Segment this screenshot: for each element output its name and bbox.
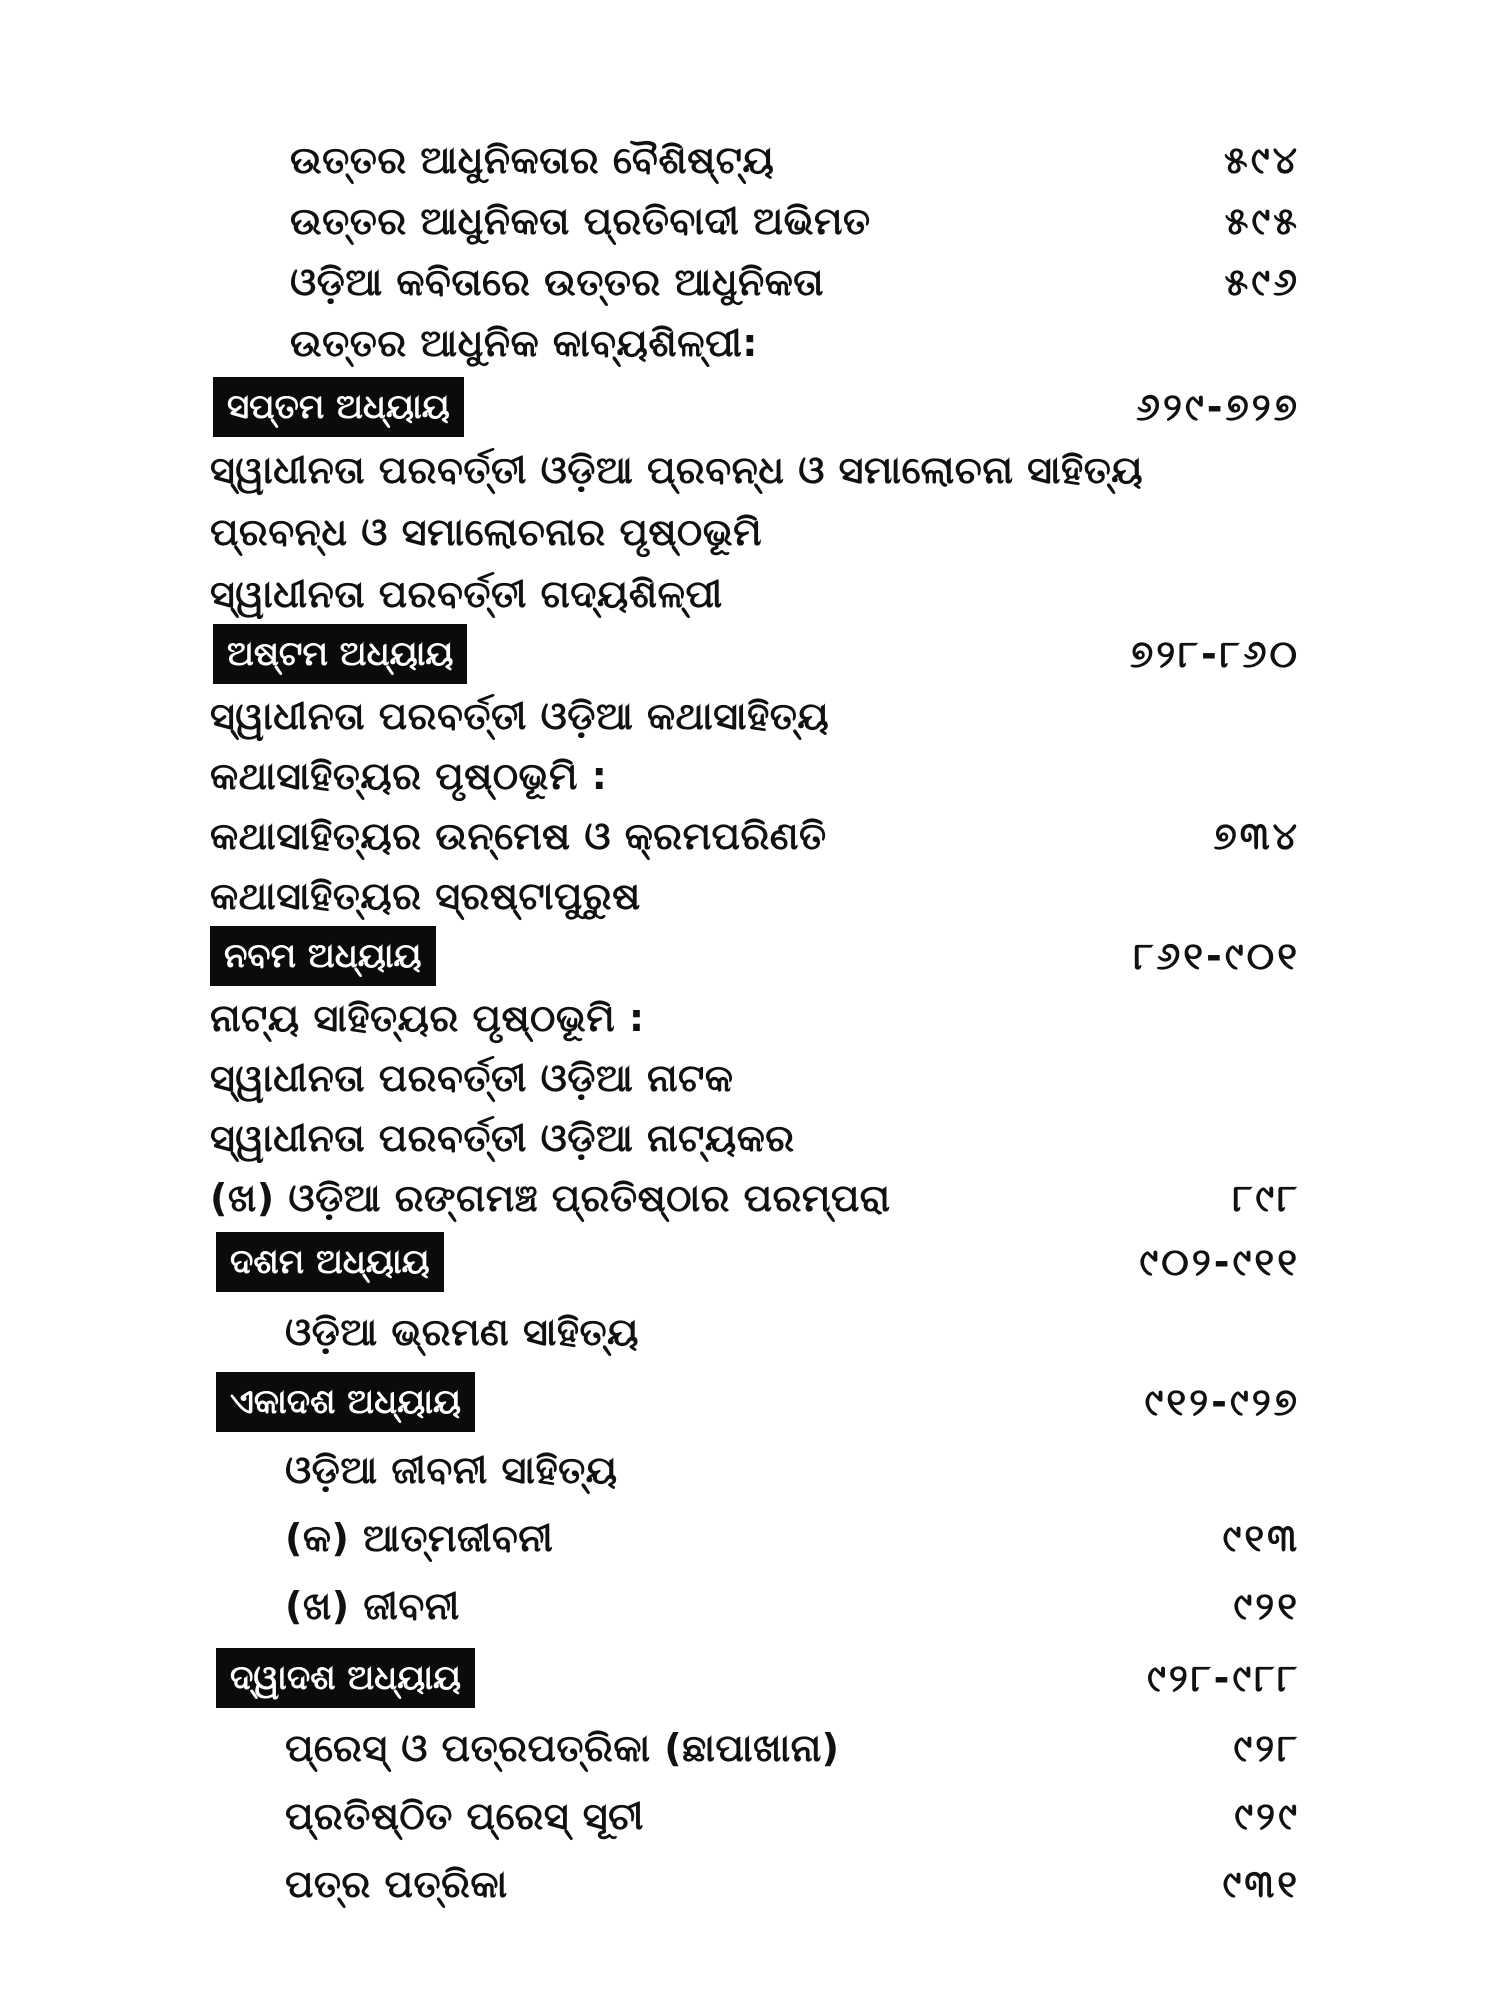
toc-row — [0, 806, 1500, 866]
chapter-heading: ସପ୍ତମ ଅଧ୍ୟାୟ — [213, 377, 464, 437]
toc-row — [0, 1440, 1500, 1500]
toc-row — [0, 1108, 1500, 1168]
toc-entry: ଓଡ଼ିଆ ଜୀବନୀ ସାହିତ୍ୟ — [285, 1448, 618, 1492]
chapter-row — [0, 624, 1500, 684]
toc-entry: (ଖ) ଓଡ଼ିଆ ରଙ୍ଗମଞ୍ଚ ପ୍ରତିଷ୍ଠାର ପରମ୍ପରା — [210, 1176, 891, 1220]
toc-entry: ଓଡ଼ିଆ କବିତାରେ ଉତ୍ତର ଆଧୁନିକତା — [290, 260, 824, 304]
toc-row — [0, 502, 1500, 562]
chapter-row — [0, 377, 1500, 437]
toc-row — [0, 564, 1500, 624]
toc-entry: ସ୍ୱାଧୀନତା ପରବର୍ତ୍ତୀ ଗଦ୍ୟଶିଳ୍ପୀ — [210, 572, 723, 616]
toc-row — [0, 1048, 1500, 1108]
toc-entry: ସ୍ୱାଧୀନତା ପରବର୍ତ୍ତୀ ଓଡ଼ିଆ କଥାସାହିତ୍ୟ — [210, 694, 830, 738]
toc-page-number: ୫୯୬ — [1224, 260, 1300, 304]
toc-page-number: ୫୯୫ — [1224, 199, 1300, 243]
toc-entry: ସ୍ୱାଧୀନତା ପରବର୍ତ୍ତୀ ଓଡ଼ିଆ ନାଟକ — [210, 1056, 734, 1100]
toc-row — [0, 252, 1500, 312]
chapter-heading: ଦଶମ ଅଧ୍ୟାୟ — [216, 1232, 444, 1292]
toc-entry: କଥାସାହିତ୍ୟର ଉନ୍ମେଷ ଓ କ୍ରମପରିଣତି — [210, 814, 827, 858]
toc-page-number: ୯୩୧ — [1222, 1862, 1300, 1906]
toc-row — [0, 746, 1500, 806]
chapter-row — [0, 1648, 1500, 1708]
chapter-row — [0, 1232, 1500, 1292]
chapter-page-range: ୯୨୮-୯୮୮ — [1147, 1656, 1300, 1700]
toc-row — [0, 1302, 1500, 1362]
toc-page-number: ୭୩୪ — [1213, 814, 1300, 858]
chapter-page-range: ୯୧୨-୯୨୭ — [1144, 1380, 1300, 1424]
toc-row — [0, 440, 1500, 500]
chapter-heading: ଅଷ୍ଟମ ଅଧ୍ୟାୟ — [213, 624, 467, 684]
toc-row — [0, 1718, 1500, 1778]
chapter-page-range: ୭୨୮-୮୬୦ — [1130, 632, 1300, 676]
chapter-page-range: ୮୬୧-୯୦୧ — [1133, 934, 1300, 978]
toc-row — [0, 1854, 1500, 1914]
toc-row — [0, 866, 1500, 926]
chapter-row — [0, 926, 1500, 986]
toc-entry: ନାଟ୍ୟ ସାହିତ୍ୟର ପୃଷ୍ଠଭୂମି : — [210, 996, 645, 1040]
toc-row — [0, 1786, 1500, 1846]
toc-page-number: ୯୧୩ — [1222, 1516, 1300, 1560]
chapter-page-range: ୬୨୯-୭୨୭ — [1136, 385, 1300, 429]
toc-page-number: ୯୨୮ — [1233, 1726, 1300, 1770]
toc-row — [0, 313, 1500, 373]
toc-entry: ପ୍ରେସ୍ ଓ ପତ୍ରପତ୍ରିକା (ଛାପାଖାନା) — [285, 1726, 840, 1770]
toc-page-number: ୮୯୮ — [1232, 1176, 1300, 1220]
chapter-page-range: ୯୦୨-୯୧୧ — [1139, 1240, 1300, 1284]
toc-row — [0, 988, 1500, 1048]
chapter-heading: ଏକାଦଶ ଅଧ୍ୟାୟ — [216, 1372, 475, 1432]
toc-entry: (କ) ଆତ୍ମଜୀବନୀ — [285, 1516, 554, 1560]
toc-row — [0, 130, 1500, 190]
toc-entry: ଓଡ଼ିଆ ଭ୍ରମଣ ସାହିତ୍ୟ — [285, 1310, 639, 1354]
toc-entry: ପତ୍ର ପତ୍ରିକା — [285, 1862, 508, 1906]
toc-entry: ଉତ୍ତର ଆଧୁନିକତା ପ୍ରତିବାଦୀ ଅଭିମତ — [290, 199, 871, 243]
toc-entry: କଥାସାହିତ୍ୟର ପୃଷ୍ଠଭୂମି : — [210, 754, 608, 798]
toc-row — [0, 1576, 1500, 1636]
toc-row — [0, 1168, 1500, 1228]
chapter-heading: ନବମ ଅଧ୍ୟାୟ — [210, 926, 436, 986]
toc-row — [0, 1508, 1500, 1568]
toc-entry: ସ୍ୱାଧୀନତା ପରବର୍ତ୍ତୀ ଓଡ଼ିଆ ନାଟ୍ୟକର — [210, 1116, 795, 1160]
chapter-row — [0, 1372, 1500, 1432]
toc-entry: ଉତ୍ତର ଆଧୁନିକତାର ବୈଶିଷ୍ଟ୍ୟ — [290, 138, 775, 182]
toc-row — [0, 191, 1500, 251]
toc-entry: (ଖ) ଜୀବନୀ — [285, 1584, 460, 1628]
toc-page-number: ୫୯୪ — [1224, 138, 1300, 182]
chapter-heading: ଦ୍ୱାଦଶ ଅଧ୍ୟାୟ — [216, 1648, 475, 1708]
toc-entry: ପ୍ରତିଷ୍ଠିତ ପ୍ରେସ୍ ସୂଚୀ — [285, 1794, 644, 1838]
toc-entry: ପ୍ରବନ୍ଧ ଓ ସମାଲୋଚନାର ପୃଷ୍ଠଭୂମି — [210, 510, 763, 554]
toc-entry: କଥାସାହିତ୍ୟର ସ୍ରଷ୍ଟାପୁରୁଷ — [210, 874, 641, 918]
toc-entry: ଉତ୍ତର ଆଧୁନିକ କାବ୍ୟଶିଳ୍ପୀ: — [290, 321, 759, 365]
toc-entry: ସ୍ୱାଧୀନତା ପରବର୍ତ୍ତୀ ଓଡ଼ିଆ ପ୍ରବନ୍ଧ ଓ ସମାଲୋଚନା ସାହିତ୍ୟ — [210, 448, 1144, 492]
toc-page-number: ୯୨୯ — [1234, 1794, 1300, 1838]
toc-row — [0, 686, 1500, 746]
toc-page-number: ୯୨୧ — [1233, 1584, 1300, 1628]
